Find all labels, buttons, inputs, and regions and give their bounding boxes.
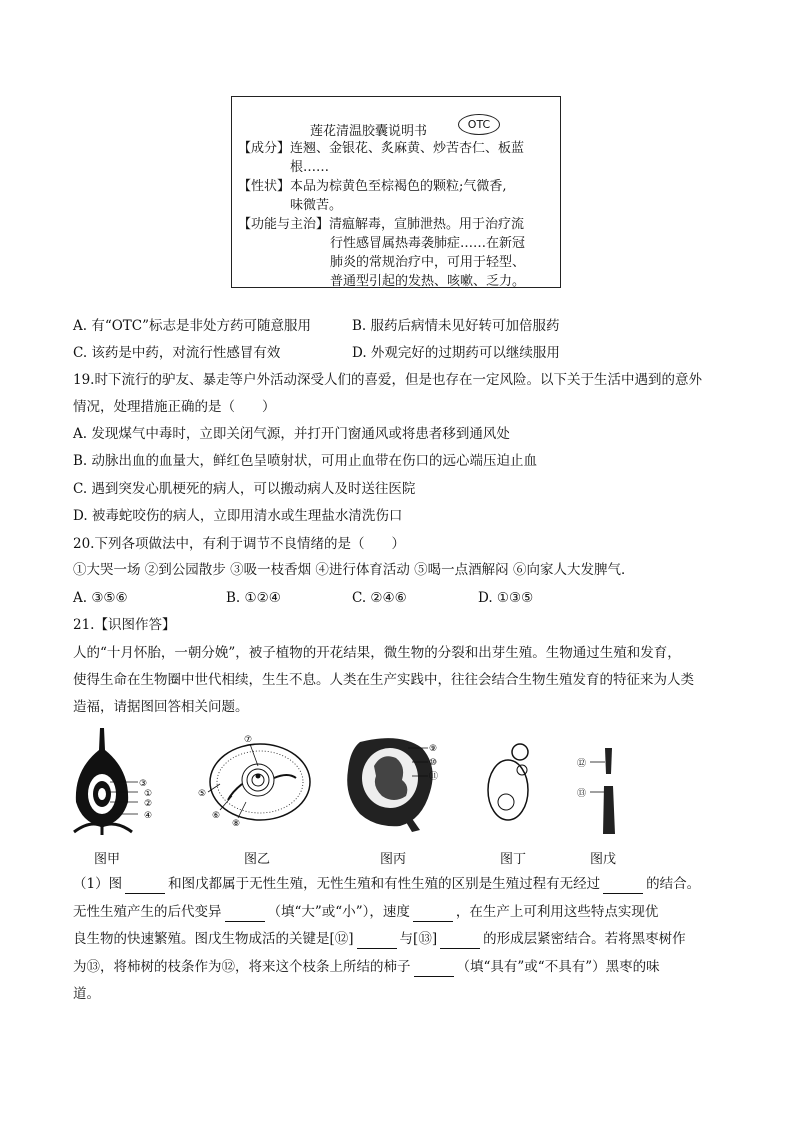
figure-ding-yeast <box>488 744 528 820</box>
q21-p3-text-c: 的形成层紧密结合。若将黑枣树作 <box>483 931 686 947</box>
q21-intro-cont-2: 造福，请据图回答相关问题。 <box>73 699 249 715</box>
q21-intro: 人的“十月怀胎，一朝分娩”，被子植物的开花结果，微生物的分裂和出芽生殖。生物通过生殖和发育， <box>73 645 681 661</box>
marker-wu-13: ⑬ <box>577 789 587 799</box>
figure-jia-pistil <box>74 728 152 835</box>
leaflet-function-cont-1: 行性感冒属热毒袭肺症……在新冠 <box>330 236 526 251</box>
leaflet-ingredients-cont: 根…… <box>290 160 330 175</box>
leaflet-function-cont-2: 肺炎的常规治疗中，可用于轻型、 <box>330 255 526 270</box>
q19-stem: 19.时下流行的驴友、暴走等户外活动深受人们的喜爱，但是也存在一定风险。以下关于生活中遇到的意外 <box>73 372 702 388</box>
q19-stem-cont: 情况，处理措施正确的是（ ） <box>73 399 276 415</box>
leaflet-traits: 【性状】本品为棕黄色至棕褐色的颗粒;气微香, <box>238 179 507 194</box>
figure-label-ding: 图丁 <box>500 852 527 867</box>
marker-bing-11: ⑪ <box>429 772 439 782</box>
leaflet-title: 莲花清温胶囊说明书 <box>310 124 428 139</box>
answer-blank-7[interactable] <box>414 962 454 977</box>
marker-jia-1: ① <box>144 789 153 799</box>
q21-p1-text-b: 和图戊都属于无性生殖，无性生殖和有性生殖的区别是生殖过程有无经过 <box>168 876 601 892</box>
q20-stem: 20.下列各项做法中，有利于调节不良情绪的是（ ） <box>73 536 405 552</box>
figure-wu-grafting <box>577 748 615 834</box>
marker-wu-12: ⑫ <box>577 759 587 769</box>
q20-option-a: A. ③⑤⑥ <box>73 590 128 606</box>
figure-label-bing: 图丙 <box>380 852 407 867</box>
marker-yi-6: ⑥ <box>212 811 221 821</box>
marker-jia-2: ② <box>144 799 153 809</box>
marker-jia-4: ④ <box>144 811 153 821</box>
q21-p1-text-a: （1）图 <box>73 876 123 892</box>
figures <box>60 722 660 837</box>
q21-p3-text-a: 良生物的快速繁殖。图戊生物成活的关键是[⑫] <box>73 931 354 947</box>
q21-part1-line1 <box>73 874 700 894</box>
q21-part1-line2 <box>73 902 658 922</box>
leaflet-function-cont-3: 普通型引起的发热、咳嗽、乏力。 <box>330 274 526 289</box>
q21-p4-text-a: 为⑬，将柿树的枝条作为⑫，将来这个枝条上所结的柿子 <box>73 959 411 975</box>
figure-yi-egg <box>198 735 310 829</box>
q21-p4-text-b: （填“具有”或“不具有”）黑枣的味 <box>456 959 660 975</box>
marker-yi-5: ⑤ <box>198 789 207 799</box>
answer-blank-6[interactable] <box>440 934 480 949</box>
figure-bing-fetus <box>347 738 438 832</box>
q21-part1-line3 <box>73 929 686 949</box>
q20-option-c: C. ②④⑥ <box>352 590 407 606</box>
q21-p1-text-c: 的结合。 <box>646 876 701 892</box>
q21-title: 21.【识图作答】 <box>73 617 176 633</box>
leaflet-function: 【功能与主治】清瘟解毒，宣肺泄热。用于治疗流 <box>238 217 525 232</box>
q21-p2-text-a: 无性生殖产生的后代变异 <box>73 904 222 920</box>
medicine-leaflet <box>231 96 561 288</box>
answer-blank-1[interactable] <box>125 879 165 894</box>
answer-blank-3[interactable] <box>225 907 265 922</box>
q19-option-c: C. 遇到突发心肌梗死的病人，可以搬动病人及时送往医院 <box>73 481 416 497</box>
q21-p2-text-b: （填“大”或“小”），速度 <box>267 904 410 920</box>
q18-option-b: B. 服药后病情未见好转可加倍服药 <box>352 318 560 334</box>
marker-yi-7: ⑦ <box>244 735 253 745</box>
q21-p2-text-c: ，在生产上可利用这些特点实现优 <box>455 904 659 920</box>
q20-items: ①大哭一场 ②到公园散步 ③吸一枝香烟 ④进行体育活动 ⑤喝一点酒解闷 ⑥向家人大发脾气． <box>73 562 635 578</box>
q18-option-d: D. 外观完好的过期药可以继续服用 <box>352 345 560 361</box>
q18-option-a: A. 有“OTC”标志是非处方药可随意服用 <box>73 318 312 334</box>
q20-option-b: B. ①②④ <box>226 590 281 606</box>
q21-part1-line4 <box>73 957 660 977</box>
q19-option-a: A. 发现煤气中毒时，立即关闭气源，并打开门窗通风或将患者移到通风处 <box>73 426 510 442</box>
q20-option-d: D. ①③⑤ <box>478 590 534 606</box>
q21-p3-text-b: 与[⑬] <box>399 931 438 947</box>
figure-label-jia: 图甲 <box>94 852 121 867</box>
q19-option-d: D. 被毒蛇咬伤的病人，立即用清水或生理盐水清洗伤口 <box>73 508 403 524</box>
q21-intro-cont-1: 使得生命在生物圈中世代相续，生生不息。人类在生产实践中，往往会结合生物生殖发育的特征来为人类 <box>73 672 694 688</box>
answer-blank-5[interactable] <box>357 934 397 949</box>
figure-label-wu: 图戊 <box>590 852 617 867</box>
marker-yi-8: ⑧ <box>232 819 241 829</box>
otc-badge: OTC <box>458 114 500 135</box>
q19-option-b: B. 动脉出血的血量大，鲜红色呈喷射状，可用止血带在伤口的远心端压迫止血 <box>73 453 538 469</box>
q21-part1-line5: 道。 <box>73 986 100 1002</box>
marker-bing-10: ⑩ <box>429 758 438 768</box>
marker-bing-9: ⑨ <box>429 744 438 754</box>
q18-option-c: C. 该药是中药，对流行性感冒有效 <box>73 345 281 361</box>
figure-label-yi: 图乙 <box>244 852 271 867</box>
leaflet-ingredients: 【成分】连翘、金银花、炙麻黄、炒苦杏仁、板蓝 <box>238 141 525 156</box>
answer-blank-4[interactable] <box>413 907 453 922</box>
leaflet-traits-cont: 味微苦。 <box>290 198 343 213</box>
answer-blank-2[interactable] <box>603 879 643 894</box>
marker-jia-3: ③ <box>139 779 148 789</box>
